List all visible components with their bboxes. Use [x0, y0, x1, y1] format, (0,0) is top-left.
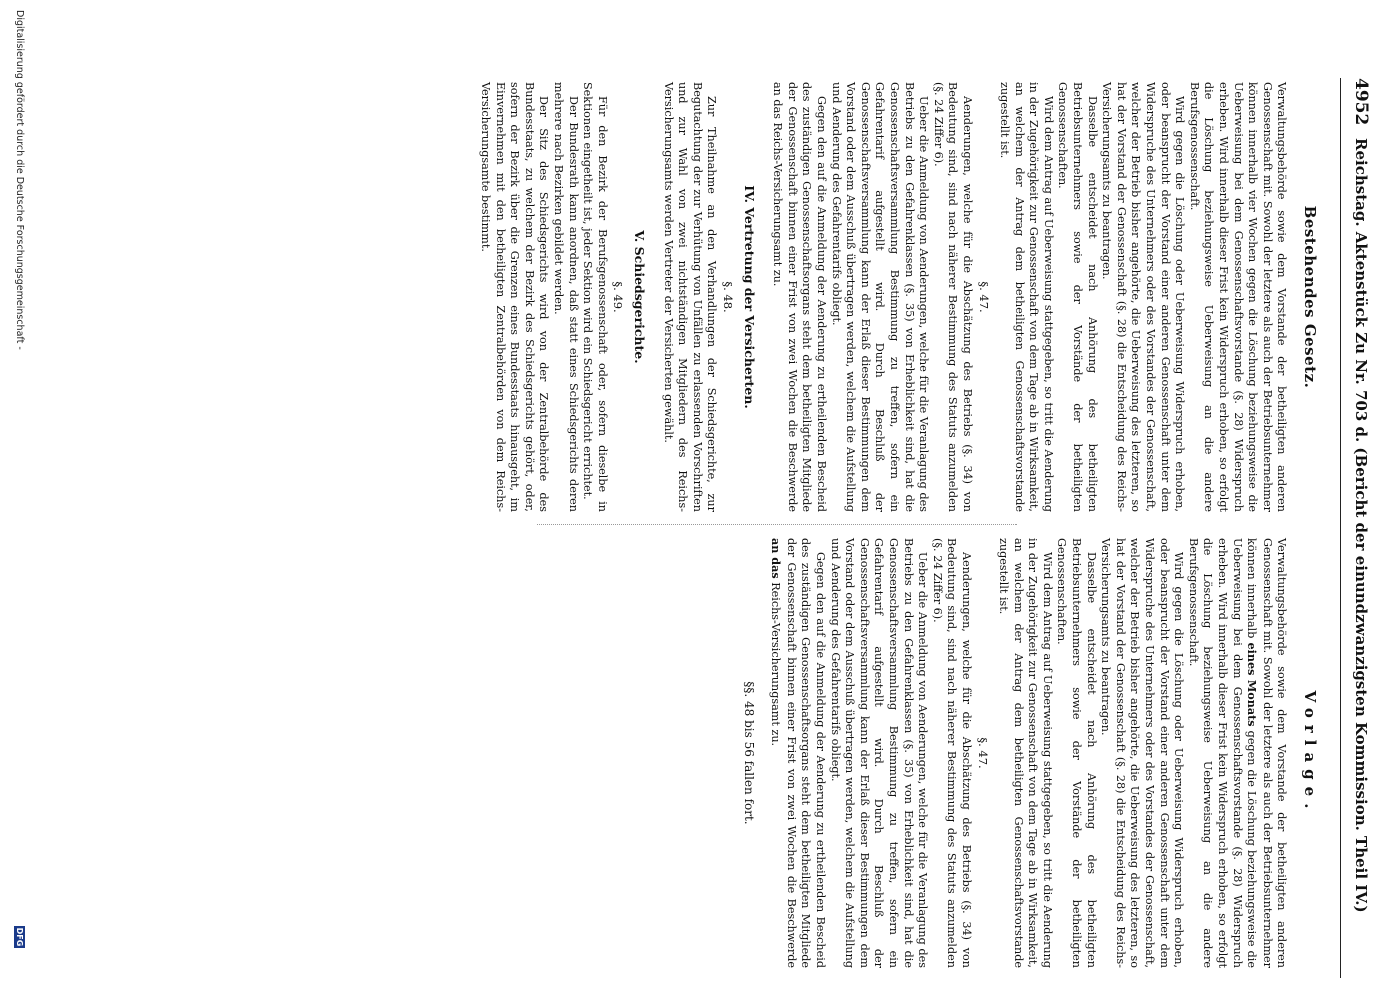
paragraph: Der Bundesrath kann anordnen, daß statt eines Schiedsgerichts deren mehrere nach Bezirken gebildet werden.: [552, 82, 580, 512]
division-heading: V. Schiedsgerichte.: [632, 230, 648, 364]
column-heading-proposal: Vorlage.: [1301, 690, 1319, 816]
header-rule: [1340, 78, 1341, 978]
paragraph: Gegen den auf die Anmeldung der Aenderung zu ertheilenden Bescheid des zuständigen Genossenschaftsorgans steht dem betheiligten Mitgliede der Genossenschaft binnen einer Frist von zwei Wochen die Beschwerde an das Reichs-Versicherungsamt zu.: [771, 82, 828, 512]
paragraph: Aenderungen, welche für die Abschätzung des Betriebs (§. 34) von Bedeutung sind, sind nach näherer Bestimmung des Statuts anzumelden (§. 24 Ziffer 6).: [930, 538, 973, 968]
paragraph: [1185, 538, 1288, 968]
text-run: gegen die Löschung beziehungsweise die Ueberweisung bei dem Genossenschaftsvorstande (§. 28) Widerspruch erheben. Wird innerhalb dieser Frist kein Widerspruch erhoben, so erfolgt die Löschung beziehungsweise Ueberweisung an die andere Berufsgenossenschaft.: [1186, 538, 1259, 968]
dfg-logo: DFG: [15, 927, 24, 947]
paragraph: Wird gegen die Löschung oder Ueberweisung Widerspruch erhoben, oder beansprucht der Vorstand einer anderen Genossenschaft unter dem Widerspruche des Unternehmers oder des Vorstandes der Genossenschaft, welcher der Betrieb bisher angehörte, die Ueberweisung des letzteren, so hat der Vorstand der Genossenschaft (§. 28) die Entscheidung des Reichs-Versicherungsamts zu beantragen.: [1099, 538, 1186, 968]
paragraph: [768, 538, 827, 968]
paragraph: Der Sitz des Schiedsgerichts wird von der Zentralbehörde des Bundesstaats, zu welchem der Bezirk des Schiedsgerichts gehört, oder, sofern der Bezirk über die Grenzen eines Bundesstaats hinausgeht, im Einvernehmen mit den betheiligten Zentralbehörden von dem Reichs-Versicherungsamte bestimmt.: [479, 82, 551, 512]
digitization-credit: Digitalisierung gefördert durch die Deutsche Forschungsgemeinschaft -: [14, 10, 25, 350]
section-number: §. 49.: [611, 281, 626, 313]
section-number: §. 47.: [976, 281, 991, 313]
paragraph: Aenderungen, welche für die Abschätzung des Betriebs (§. 34) von Bedeutung sind, sind nach näherer Bestimmung des Statuts anzumelden (§. 24 Ziffer 6).: [931, 82, 974, 512]
emphasis: an das: [769, 538, 784, 579]
paragraph: Zur Theilnahme an den Verhandlungen der Schiedsgerichte, zur Begutachtung der zur Verhütung von Unfällen zu erlassenden Vorschriften und zur Wahl von zwei nichtständigen Mitgliedern des Reichs-Versicherungsamts werden Vertreter der Versicherten gewählt.: [661, 82, 719, 512]
paragraph: Dasselbe entscheidet nach Anhörung des betheiligten Betriebsunternehmers sowie der Vorstände der betheiligten Genossenschaften.: [1056, 82, 1099, 512]
column-heading-existing-law: Bestehendes Gesetz.: [1301, 205, 1319, 389]
paragraph: Ueber die Anmeldung von Aenderungen, welche für die Veranlagung des Betriebs zu den Gefahrenklassen (§. 35) von Erheblichkeit sind, hat die Genossenschaftsversammlung Bestimmung zu treffen, sofern ein Gefahrentarif aufgestellt wird. Durch Beschluß der Genossenschaftsversammlung kann der Erlaß dieser Bestimmungen dem Vorstand oder dem Ausschuß übertragen werden, welchem die Aufstellung und Aenderung des Gefahrentarifs obliegt.: [828, 538, 930, 968]
header-text: Reichstag. Aktenstück Zu Nr. 703 d. (Bericht der einundzwanzigsten Kommission. Theil IV.): [1352, 138, 1370, 913]
column-proposal: [741, 538, 1331, 968]
paragraph: Verwaltungsbehörde sowie dem Vorstande der betheiligten anderen Genossenschaft mit. Sowohl der letztere als auch der Betriebsunternehmer können innerhalb vier Wochen gegen die Löschung beziehungsweise die Ueberweisung bei dem Genossenschaftsvorstande (§. 28) Widerspruch erheben. Wird innerhalb dieser Frist kein Widerspruch erhoben, so erfolgt die Löschung beziehungsweise Ueberweisung an die andere Berufsgenossenschaft.: [1187, 82, 1289, 512]
paragraph: Wird gegen die Löschung oder Ueberweisung Widerspruch erhoben, oder beansprucht der Vorstand einer anderen Genossenschaft unter dem Widerspruche des Unternehmers oder des Vorstandes der Genossenschaft, welcher der Betrieb bisher angehörte, die Ueberweisung des letzteren, so hat der Vorstand der Genossenschaft (§. 28) die Entscheidung des Reichs-Versicherungsamts zu beantragen.: [1100, 82, 1187, 512]
paragraph: Dasselbe entscheidet nach Anhörung des betheiligten Betriebsunternehmers sowie der Vorstände der betheiligten Genossenschaften.: [1055, 538, 1098, 968]
paragraph: Ueber die Anmeldung von Aenderungen, welche für die Veranlagung des Betriebs zu den Gefahrenklassen (§. 35) von Erheblichkeit sind, hat die Genossenschaftsversammlung Bestimmung zu treffen, sofern ein Gefahrentarif aufgestellt wird. Durch Beschluß der Genossenschaftsversammlung kann der Erlaß dieser Bestimmungen dem Vorstand oder dem Ausschuß übertragen werden, welchem die Aufstellung und Aenderung des Gefahrentarifs obliegt.: [829, 82, 931, 512]
page-header: [1345, 78, 1371, 978]
omission-note: §§. 48 bis 56 fallen fort.: [741, 681, 756, 825]
column-existing-law: [478, 82, 1331, 512]
paragraph: Für den Bezirk der Berufsgenossenschaft oder, sofern dieselbe in Sektionen eingetheilt ist, jeder Sektion wird ein Schiedsgericht errichtet.: [581, 82, 609, 512]
section-number: §. 48.: [721, 281, 736, 313]
column-divider: [537, 524, 1017, 525]
text-run: Reichs-Versicherungsamt zu.: [769, 578, 783, 747]
page-number: 4952: [1351, 78, 1371, 126]
section-number: §. 47.: [975, 737, 990, 769]
text-run: Verwaltungsbehörde sowie dem Vorstande der betheiligten anderen Genossenschaft mit. Sowohl der letztere als auch der Betriebsunternehmer können innerhalb: [1245, 538, 1289, 968]
emphasis: eines Monats: [1245, 642, 1260, 727]
paragraph: Wird dem Antrag auf Ueberweisung stattgegeben, so tritt die Aenderung in der Zugehörigkeit zur Genossenschaft von dem Tage ab in Wirksamkeit, an welchem der Antrag dem betheiligten Genossenschaftsvorstande zugestellt ist.: [997, 538, 1054, 968]
division-heading: IV. Vertretung der Versicherten.: [741, 185, 757, 409]
paragraph: Wird dem Antrag auf Ueberweisung stattgegeben, so tritt die Aenderung in der Zugehörigkeit zur Genossenschaft von dem Tage ab in Wirksamkeit, an welchem der Antrag dem betheiligten Genossenschaftsvorstande zugestellt ist.: [998, 82, 1055, 512]
text-run: Gegen den auf die Anmeldung der Aenderung zu ertheilenden Bescheid des zuständigen Genossenschaftsorgans steht dem betheiligten Mitgliede der Genossenschaft binnen einer Frist von zwei Wochen die Beschwerde: [784, 538, 827, 968]
